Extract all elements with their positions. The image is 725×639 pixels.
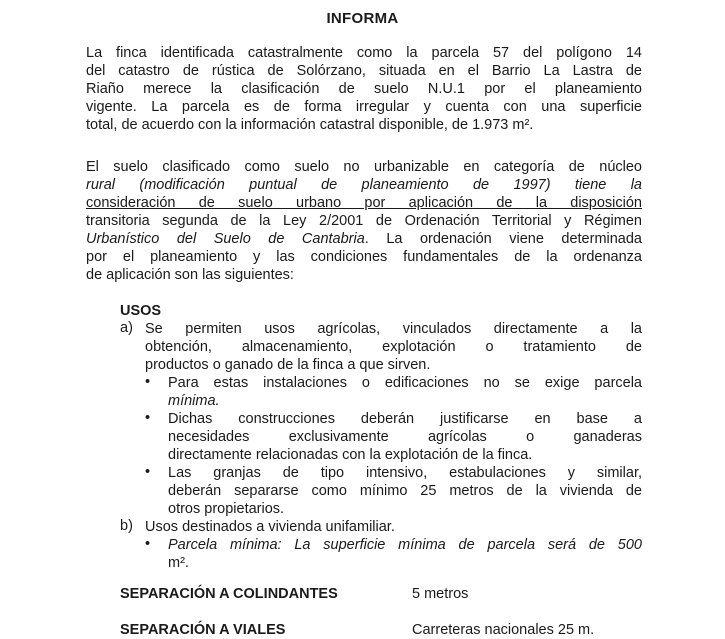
item-b-label: b): [120, 518, 133, 534]
bullet-b1-line-1: Parcela mínima: La superficie mínima de parcela será de 500: [168, 537, 642, 553]
p2-line-1: El suelo clasificado como suelo no urbanizable en categoría de núcleo: [86, 159, 642, 175]
bullet-icon: •: [145, 374, 151, 390]
bullet-a3-line-1: Las granjas de tipo intensivo, estabulaciones y similar,: [168, 465, 642, 481]
document-title: INFORMA: [326, 10, 399, 27]
p1-line-1: La finca identificada catastralmente como la parcela 57 del polígono 14: [86, 45, 642, 61]
bullet-a3-line-2: deberán separarse como mínimo 25 metros de la vivienda de: [168, 483, 642, 499]
bullet-icon: •: [145, 464, 151, 480]
bullet-a3-line-3: otros propietarios.: [168, 501, 285, 517]
p2-line-3: consideración de suelo urbano por aplicación de la disposición: [86, 195, 642, 211]
p2-line-7: de aplicación son las siguientes:: [86, 267, 294, 283]
p2-line-5: [86, 230, 642, 248]
p1-line-3: Riaño merece la clasificación de suelo N.U.1 por el planeamiento: [86, 81, 642, 97]
item-a-line-3: productos o ganado de la finca a que sirven.: [145, 357, 431, 373]
bullet-a1-line-2: mínima.: [168, 393, 220, 409]
p2-line-6: por el planeamiento y las condiciones fundamentales de la ordenanza: [86, 249, 642, 265]
separacion-viales-label: SEPARACIÓN A VIALES: [120, 622, 286, 638]
bullet-a2-line-3: directamente relacionadas con la explotación de la finca.: [168, 447, 533, 463]
separacion-colindantes-value: 5 metros: [412, 586, 469, 602]
p2-line-2: [86, 176, 642, 194]
item-a-label: a): [120, 320, 133, 336]
item-b-text: Usos destinados a vivienda unifamiliar.: [145, 519, 395, 535]
p2-line-5-italic: Urbanístico del Suelo de Cantabria: [86, 231, 365, 247]
bullet-a2-line-1: Dichas construcciones deberán justificarse en base a: [168, 411, 642, 427]
bullet-a2-line-2: necesidades exclusivamente agrícolas o ganaderas: [168, 429, 642, 445]
separacion-colindantes-label: SEPARACIÓN A COLINDANTES: [120, 586, 338, 602]
bullet-b1-line-2: m².: [168, 555, 189, 571]
bullet-icon: •: [145, 410, 151, 426]
p2-line-2-italic: rural (modificación puntual de planeamiento de 1997): [86, 177, 551, 193]
bullet-icon: •: [145, 536, 151, 552]
p2-line-2-rest: tiene la: [550, 177, 642, 193]
p2-line-5-rest: . La ordenación viene determinada: [364, 231, 642, 247]
bullet-a1-line-1: Para estas instalaciones o edificaciones no se exige parcela: [168, 375, 642, 391]
item-a-line-1: Se permiten usos agrícolas, vinculados directamente a la: [145, 321, 642, 337]
separacion-viales-value: Carreteras nacionales 25 m.: [412, 622, 595, 638]
item-a-line-2: obtención, almacenamiento, explotación o tratamiento de: [145, 339, 642, 355]
p1-line-4: vigente. La parcela es de forma irregular y cuenta con una superficie: [86, 99, 642, 115]
usos-heading: USOS: [120, 303, 162, 319]
p1-line-2: del catastro de rústica de Solórzano, situada en el Barrio La Lastra de: [86, 63, 642, 79]
p2-line-4: transitoria segunda de la Ley 2/2001 de Ordenación Territorial y Régimen: [86, 213, 642, 229]
p1-line-5: total, de acuerdo con la información catastral disponible, de 1.973 m².: [86, 117, 534, 133]
